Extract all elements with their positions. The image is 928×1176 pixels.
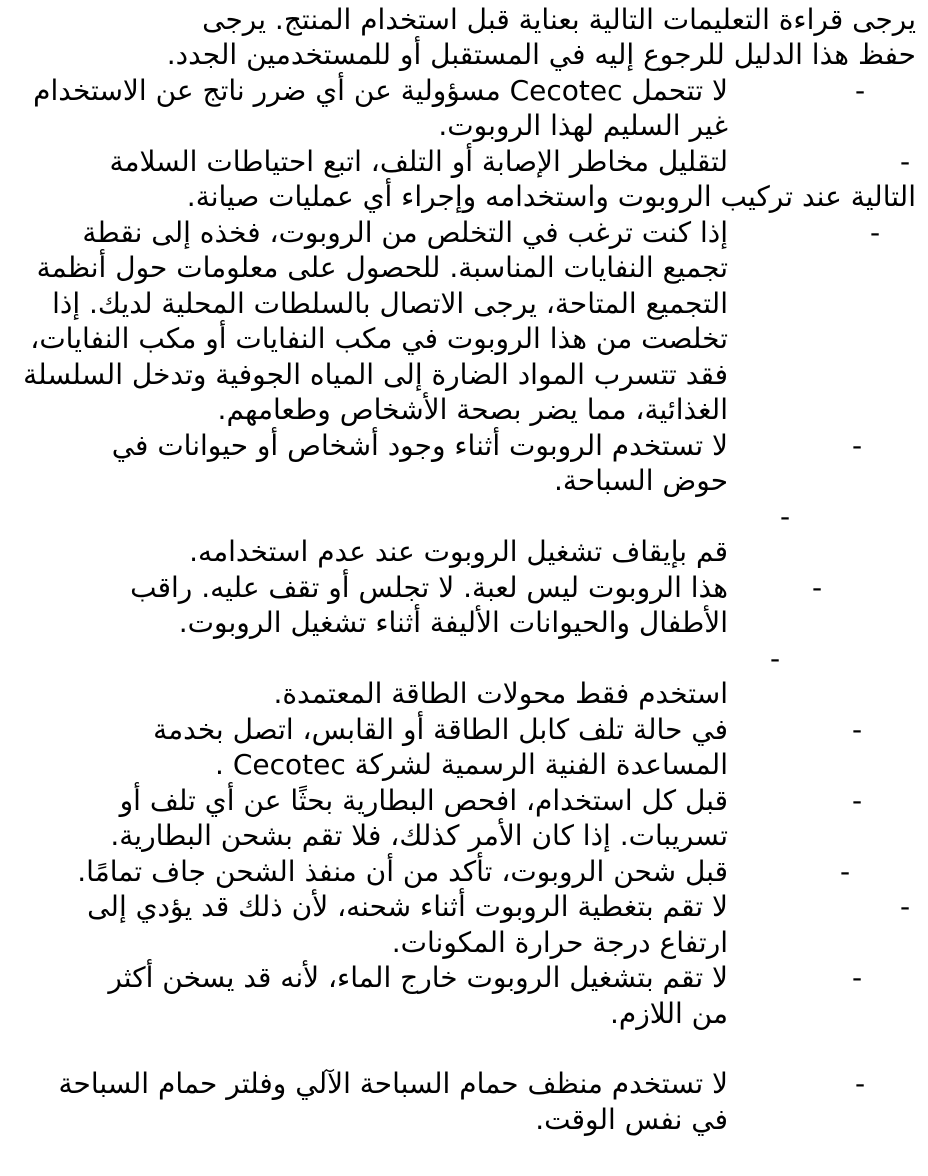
bullet-marker: - bbox=[855, 1067, 866, 1100]
item-6-line-2: الأطفال والحيوانات الأليفة أثناء تشغيل الروبوت. bbox=[178, 606, 728, 639]
item-1-line-1 bbox=[33, 73, 728, 109]
item-12-line-2: من اللازم. bbox=[610, 997, 728, 1030]
item-3-line-5: فقد تتسرب المواد الضارة إلى المياه الجوفية وتدخل السلسلة bbox=[23, 358, 728, 391]
item-3-line-4: تخلصت من هذا الروبوت في مكب النفايات أو مكب النفايات، bbox=[30, 322, 728, 355]
bullet-marker: - bbox=[900, 145, 911, 178]
bullet-marker: - bbox=[870, 216, 881, 249]
item-9-line-1: قبل كل استخدام، افحص البطارية بحثًا عن أي تلف أو bbox=[119, 784, 728, 817]
item-1-line-2: غير السليم لهذا الروبوت. bbox=[438, 109, 728, 142]
item-11-line-2: ارتفاع درجة حرارة المكونات. bbox=[391, 926, 728, 959]
bullet-marker: - bbox=[840, 855, 851, 888]
item-5-line-1: قم بإيقاف تشغيل الروبوت عند عدم استخدامه. bbox=[189, 535, 728, 568]
item-3-line-2: تجميع النفايات المناسبة. للحصول على معلومات حول أنظمة bbox=[36, 251, 728, 284]
item-3-line-3: التجميع المتاحة، يرجى الاتصال بالسلطات المحلية لديك. إذا bbox=[52, 287, 728, 320]
item-1-line-1-text: لا تتحمل Cecotec مسؤولية عن أي ضرر ناتج عن الاستخدام bbox=[33, 74, 728, 107]
bullet-marker: - bbox=[852, 784, 863, 817]
bullet-marker: - bbox=[852, 713, 863, 746]
item-8-line-1: في حالة تلف كابل الطاقة أو القابس، اتصل بخدمة bbox=[153, 713, 728, 746]
intro-line-1: يرجى قراءة التعليمات التالية بعناية قبل استخدام المنتج. يرجى bbox=[202, 3, 916, 36]
bullet-marker: - bbox=[852, 429, 863, 462]
bullet-marker: - bbox=[900, 890, 911, 923]
item-3-line-6: الغذائية، مما يضر بصحة الأشخاص وطعامهم. bbox=[217, 393, 728, 426]
item-13-line-1: لا تستخدم منظف حمام السباحة الآلي وفلتر حمام السباحة bbox=[58, 1067, 728, 1100]
item-10-line-1: قبل شحن الروبوت، تأكد من أن منفذ الشحن جاف تمامًا. bbox=[77, 855, 728, 888]
item-11-line-1: لا تقم بتغطية الروبوت أثناء شحنه، لأن ذلك قد يؤدي إلى bbox=[87, 890, 728, 923]
bullet-marker: - bbox=[855, 74, 866, 107]
bullet-marker: - bbox=[852, 961, 863, 994]
item-4-line-1: لا تستخدم الروبوت أثناء وجود أشخاص أو حيوانات في bbox=[111, 429, 728, 462]
item-2-line-2: التالية عند تركيب الروبوت واستخدامه وإجراء أي عمليات صيانة. bbox=[186, 180, 916, 213]
item-3-line-1: إذا كنت ترغب في التخلص من الروبوت، فخذه إلى نقطة bbox=[82, 216, 728, 249]
bullet-marker: - bbox=[770, 642, 781, 675]
bullet-marker: - bbox=[812, 571, 823, 604]
item-9-line-2: تسريبات. إذا كان الأمر كذلك، فلا تقم بشحن البطارية. bbox=[110, 819, 728, 852]
bullet-marker: - bbox=[780, 500, 791, 533]
item-7-line-1: استخدم فقط محولات الطاقة المعتمدة. bbox=[273, 677, 728, 710]
item-13-line-2: في نفس الوقت. bbox=[535, 1103, 728, 1136]
item-2-line-1: لتقليل مخاطر الإصابة أو التلف، اتبع احتياطات السلامة bbox=[109, 145, 728, 178]
item-8-line-2: المساعدة الفنية الرسمية لشركة Cecotec . bbox=[215, 748, 728, 781]
item-4-line-2: حوض السباحة. bbox=[553, 464, 728, 497]
item-12-line-1: لا تقم بتشغيل الروبوت خارج الماء، لأنه قد يسخن أكثر bbox=[108, 961, 728, 994]
item-6-line-1: هذا الروبوت ليس لعبة. لا تجلس أو تقف عليه. راقب bbox=[130, 571, 728, 604]
intro-line-2: حفظ هذا الدليل للرجوع إليه في المستقبل أو للمستخدمين الجدد. bbox=[166, 38, 916, 71]
